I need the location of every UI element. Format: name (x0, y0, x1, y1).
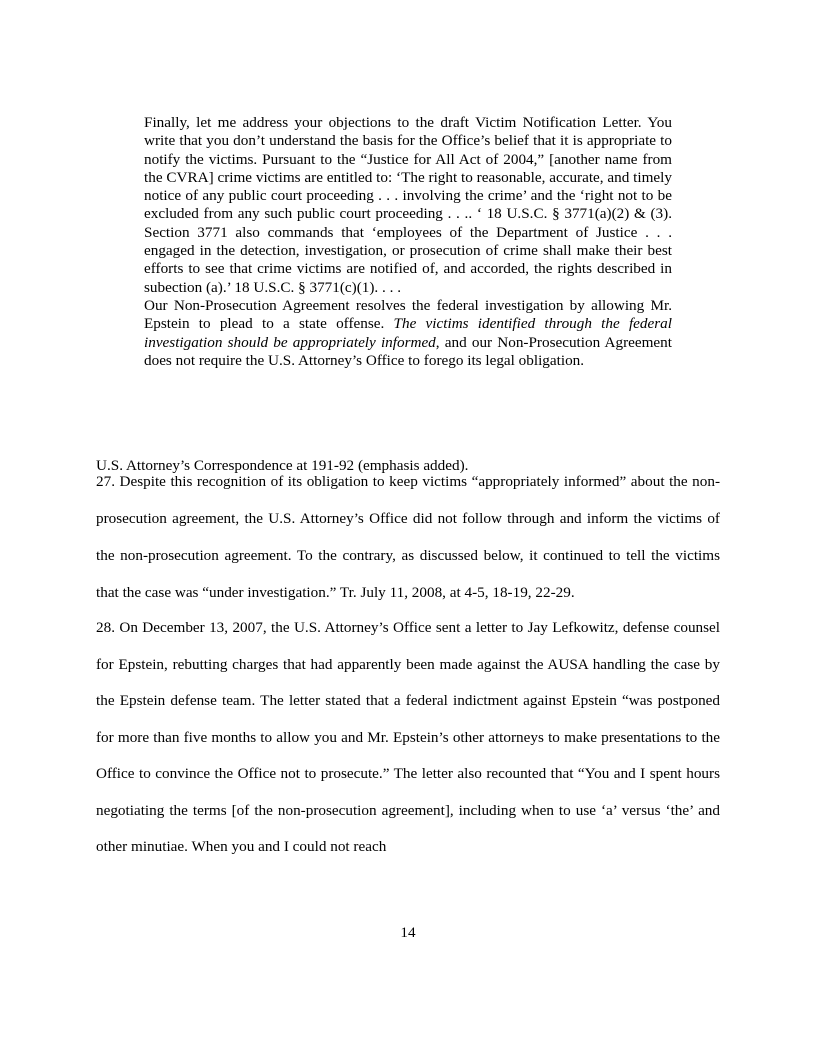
paragraph-27-text: 27. Despite this recognition of its obligation to keep victims “appropriately informed” about the non-prosecution agreement, the U.S. Attorney’s Office did not follow through and inform the victims of the non-prosecution agreement. To the contrary, as discussed below, it continued to tell the victims that the case was “under investigation.” Tr. July 11, 2008, at 4-5, 18-19, 22-29. (96, 473, 720, 601)
quote-paragraph-2-end: , and our Non-Prosecution Agreement does not require the U.S. Attorney’s Office to forego its legal obligation. (144, 333, 672, 369)
paragraph-28 (96, 610, 720, 866)
quote-emphasis: The victims identified through the federal investigation should be appropriately informed (144, 315, 672, 351)
quote-paragraph-2 (144, 297, 672, 370)
citation-text: U.S. Attorney’s Correspondence at 191-92 (emphasis added). (96, 457, 469, 474)
block-quote (144, 114, 672, 370)
quote-paragraph-1: Finally, let me address your objections to the draft Victim Notification Letter. You write that you don’t understand the basis for the Office’s belief that it is appropriate to notify the victims. Pursuant to the “Justice for All Act of 2004,” [another name from the CVRA] crime victims are entitled to: ‘The right to reasonable, accurate, and timely notice of any public court proceeding . . . involving the crime’ and the ‘right not to be excluded from any such public court proceeding . . .. ‘ 18 U.S.C. § 3771(a)(2) & (3). Section 3771 also commands that ‘employees of the Department of Justice . . . engaged in the detection, investigation, or prosecution of crime shall make their best efforts to see that crime victims are notified of, and accorded, the rights described in subection (a).’ 18 U.S.C. § 3771(c)(1). . . . (144, 114, 672, 296)
quote-paragraph-2-start: Our Non-Prosecution Agreement resolves the federal investigation by allowing Mr. Epstein to plead to a state offense. (144, 296, 672, 333)
page-number: 14 (400, 924, 416, 941)
paragraph-27 (96, 463, 720, 611)
paragraph-28-text: 28. On December 13, 2007, the U.S. Attorney’s Office sent a letter to Jay Lefkowitz, defense counsel for Epstein, rebutting charges that had apparently been made against the AUSA handling the case by the Epstein defense team. The letter stated that a federal indictment against Epstein “was postponed for more than five months to allow you and Mr. Epstein’s other attorneys to make presentations to the Office to convince the Office not to prosecute.” The letter also recounted that “You and I spent hours negotiating the terms [of the non-prosecution agreement], including when to use ‘a’ versus ‘the’ and other minutiae. When you and I could not reach (96, 619, 720, 855)
